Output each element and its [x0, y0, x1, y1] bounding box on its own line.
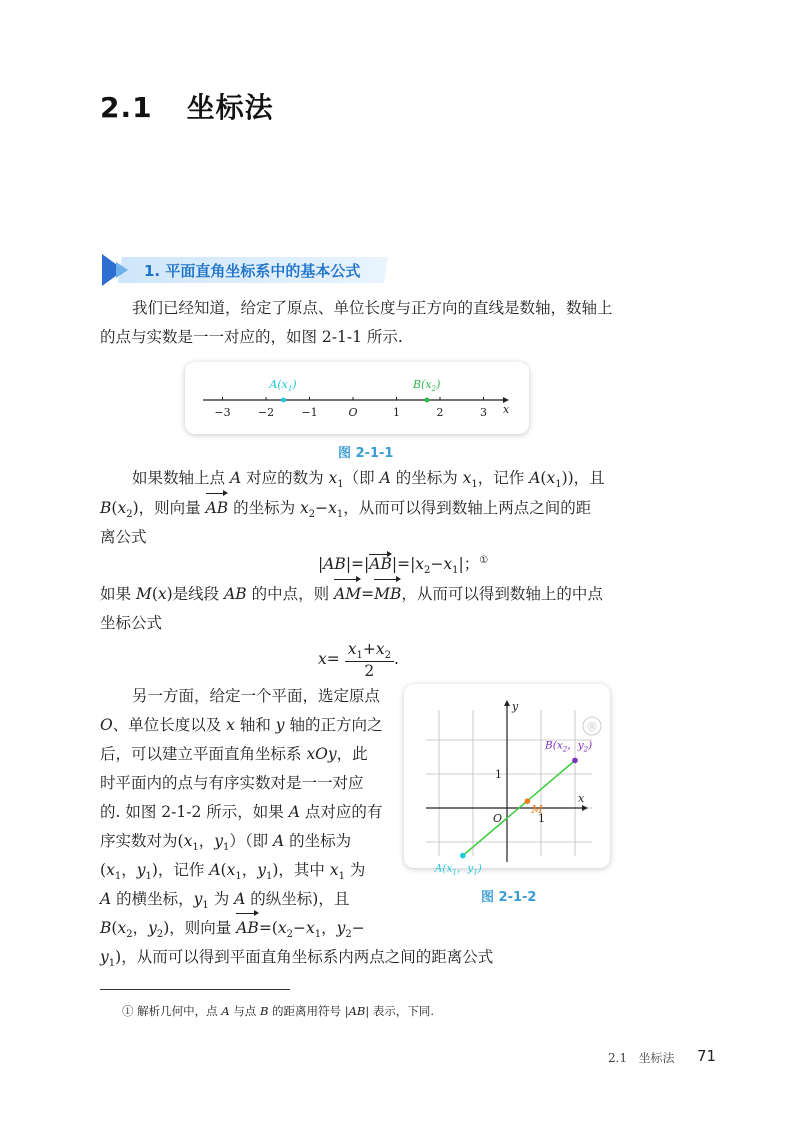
- point-M-label: M: [531, 803, 543, 817]
- para2-line2: $B(x_2)$，则向量 AB 的坐标为 $x_2-x_1$，从而可以得到数轴上两点之间的距: [100, 494, 591, 529]
- point-B: [424, 398, 429, 403]
- axis-label-x: x: [503, 403, 510, 416]
- origin-label: O: [493, 812, 503, 825]
- para3-line1: 如果 M(x)是线段 AB 的中点，则 AM=MB，从而可以得到数轴上的中点: [100, 580, 603, 609]
- point-M: [525, 798, 531, 804]
- point-A: [460, 853, 466, 859]
- figure2-caption: 图 2-1-2: [481, 890, 537, 905]
- distance-formula-1d: $|AB|=|AB|=|x_2-x_1|$；①: [318, 554, 489, 577]
- para4-line7: ($x_1$，$y_1$)，记作 $A(x_1$，$y_1$)，其中 $x_1$ 为: [100, 861, 366, 883]
- running-head: 2.1 坐标法: [608, 1051, 675, 1065]
- point-B-label: $B(x_2$，$y_2$): [545, 739, 593, 754]
- footnote-marker: ①: [479, 554, 489, 566]
- footnote: ① 解析几何中，点 A 与点 B 的距离用符号 |AB| 表示，下同.: [122, 1004, 435, 1018]
- para2-line1: 如果数轴上点 A 对应的数为 $x_1$（即 A 的坐标为 $x_1$，记作 $A(x_1)$)，且: [132, 469, 605, 491]
- tick-label: −3: [214, 406, 231, 419]
- x-axis-label: x: [578, 792, 585, 805]
- para4-line4: 时平面内的点与有序实数对是一一对应: [100, 774, 364, 792]
- watermark-text: ®: [586, 720, 598, 734]
- section-label: 1. 平面直角坐标系中的基本公式: [144, 262, 361, 280]
- tick-label: 1: [393, 406, 400, 419]
- para4-line5: 的. 如图 2-1-2 所示，如果 A 点对应的有: [100, 803, 383, 821]
- tick-label: O: [348, 406, 358, 419]
- tick-label: 2: [436, 406, 444, 419]
- para4-line6: 序实数对为($x_1$，$y_1$）（即 A 的坐标为: [100, 832, 352, 854]
- para4-line9: $B(x_2$，$y_2$)，则向量 $AB=(x_2-x_1$，$y_2-$: [100, 914, 365, 949]
- tick-label: 3: [480, 406, 487, 419]
- point-B-label: $B(x_2)$: [412, 378, 441, 393]
- figure1-caption: 图 2-1-1: [338, 446, 394, 461]
- section-banner: [100, 254, 392, 286]
- tick-label: −2: [257, 406, 275, 419]
- unit-x-label: 1: [538, 812, 545, 825]
- section-number: 2.1: [100, 91, 153, 124]
- midpoint-formula: x= $\frac{x_1+x_2}{2}$ .: [318, 640, 399, 681]
- coordinate-plane-svg: [404, 684, 610, 877]
- para1-line2: 的点与实数是一一对应的，如图 2-1-1 所示.: [100, 328, 403, 346]
- para4-line10: $y_1$)，从而可以得到平面直角坐标系内两点之间的距离公式: [100, 948, 494, 970]
- para1-line1: 我们已经知道，给定了原点、单位长度与正方向的直线是数轴，数轴上: [132, 299, 613, 317]
- figure-number-line: [185, 362, 529, 434]
- y-axis-arrow-icon: [504, 700, 510, 706]
- footnote-divider: [100, 989, 290, 990]
- page-title: [100, 86, 274, 126]
- y-axis-label: y: [512, 700, 519, 713]
- figure-coordinate-plane: [404, 684, 610, 877]
- point-A: [281, 398, 286, 403]
- para3-line2: 坐标公式: [100, 614, 163, 632]
- point-A-label: $A(x_1)$: [269, 378, 297, 393]
- para4-line1: 另一方面，给定一个平面，选定原点: [132, 687, 381, 705]
- para4-line2: O、单位长度以及 x 轴和 y 轴的正方向之: [100, 716, 383, 734]
- number-line-svg: [185, 362, 529, 434]
- point-B: [572, 758, 578, 764]
- section-title: 坐标法: [186, 91, 274, 124]
- para2-line3: 离公式: [100, 528, 147, 546]
- page-number: 71: [697, 1047, 717, 1065]
- unit-y-label: 1: [495, 768, 502, 781]
- tick-label: −1: [301, 406, 318, 419]
- point-A-label: $A(x_1$，$y_1$): [434, 862, 482, 877]
- vector-AB: AB: [206, 494, 229, 523]
- para4-line3: 后，可以建立平面直角坐标系 xOy，此: [100, 745, 368, 763]
- para4-line8: A 的横坐标，$y_1$ 为 A 的纵坐标)，且: [100, 890, 350, 912]
- x-axis-arrow-icon: [582, 805, 588, 811]
